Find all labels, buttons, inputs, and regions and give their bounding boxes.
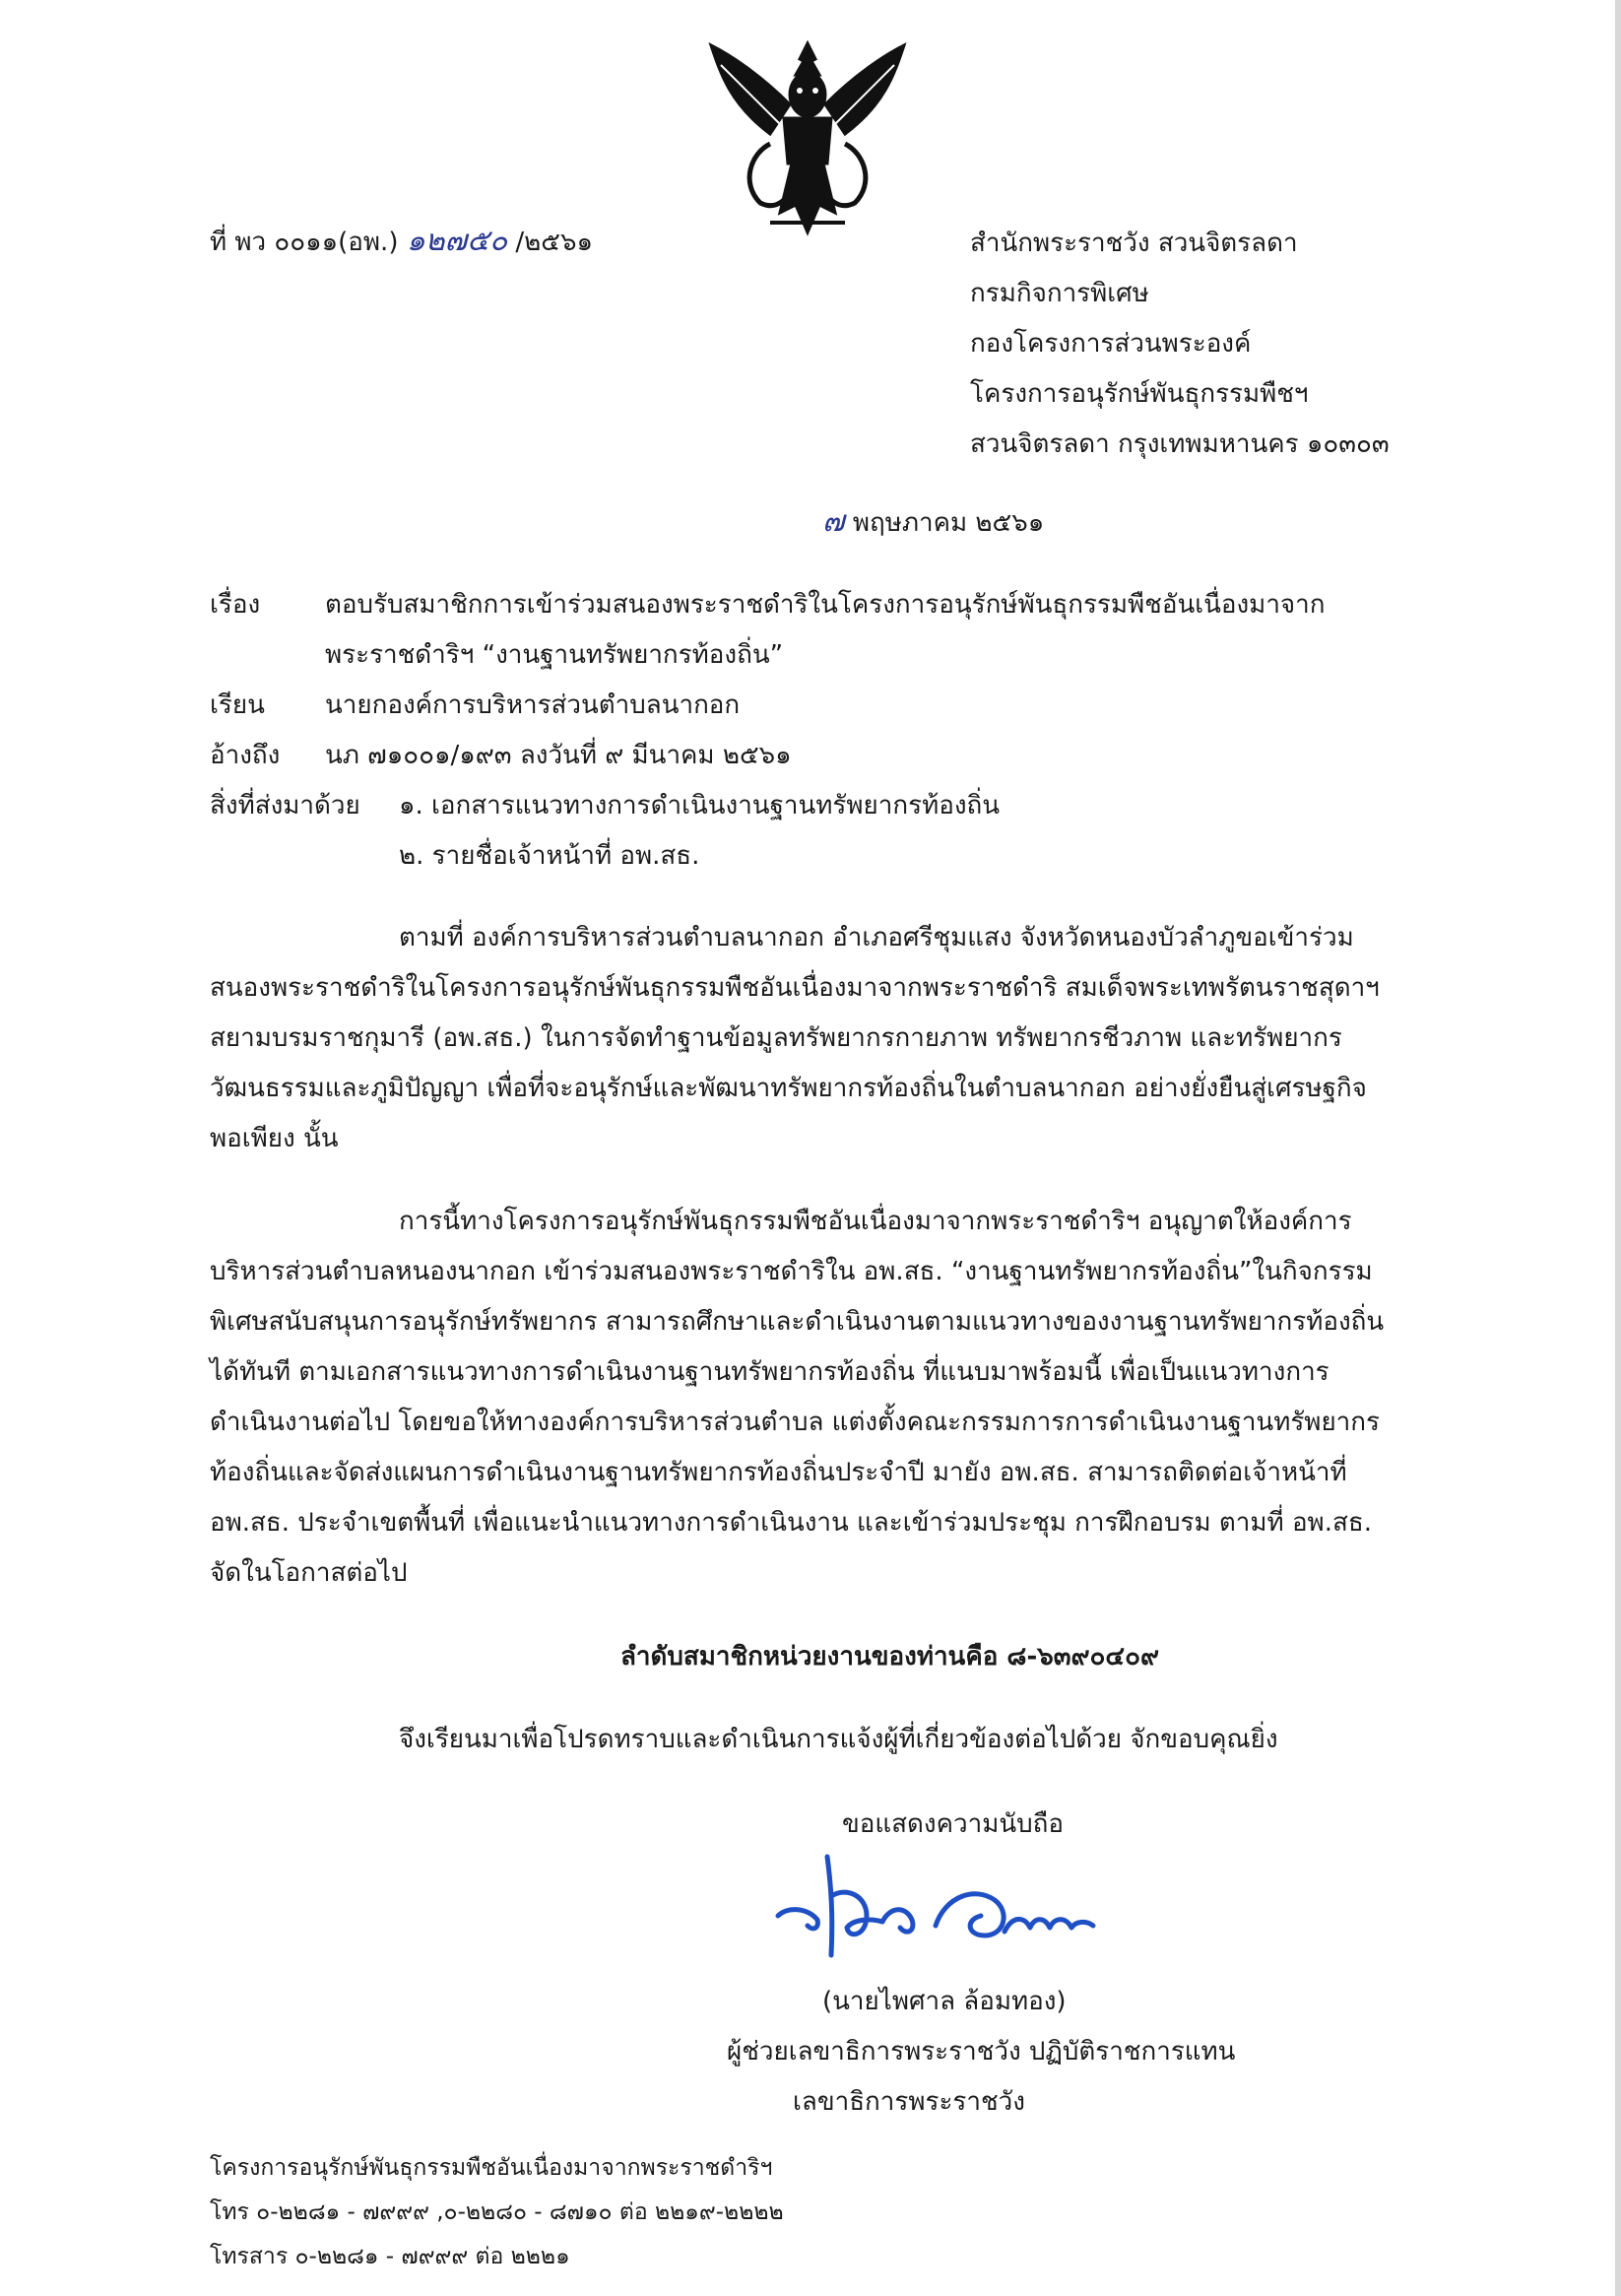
to-label: เรียน xyxy=(210,690,265,720)
para2-line-2: บริหารส่วนตำบลหนองนากอก เข้าร่วมสนองพระราชดำริใน อพ.สธ. “งานฐานทรัพยากรท้องถิ่น”ในกิจกรรม xyxy=(210,1257,1373,1286)
date-month-year: พฤษภาคม ๒๕๖๑ xyxy=(852,508,1045,538)
sender-line-5: สวนจิตรลดา กรุงเทพมหานคร ๑๐๓๐๓ xyxy=(970,429,1390,459)
para2-line-5: ดำเนินงานต่อไป โดยขอให้ทางองค์การบริหารส่วนตำบล แต่งตั้งคณะกรรมการการดำเนินงานฐานทรัพยากร xyxy=(210,1408,1380,1437)
sender-line-4: โครงการอนุรักษ์พันธุกรรมพืชฯ xyxy=(970,379,1309,409)
signer-title-1: ผู้ช่วยเลขาธิการพระราชวัง ปฏิบัติราชการแทน xyxy=(727,2037,1236,2066)
member-number-line: ลำดับสมาชิกหน่วยงานของท่านคือ ๘-๖๓๙๐๔๐๙ xyxy=(620,1642,1160,1672)
handwritten-signature xyxy=(758,1837,1133,1965)
date-day-handwritten: ๗ xyxy=(822,504,845,539)
sender-line-1: สำนักพระราชวัง สวนจิตรลดา xyxy=(970,229,1298,258)
para1-line-2: สนองพระราชดำริในโครงการอนุรักษ์พันธุกรรมพืชอันเนื่องมาจากพระราชดำริ สมเด็จพระเทพรัตนราชสุดาฯ xyxy=(210,973,1380,1003)
reference-label: อ้างถึง xyxy=(210,741,281,770)
subject-line-1: ตอบรับสมาชิกการเข้าร่วมสนองพระราชดำริในโครงการอนุรักษ์พันธุกรรมพืชอันเนื่องมาจาก xyxy=(325,590,1326,620)
page-edge-shadow xyxy=(1615,0,1621,2296)
garuda-emblem-icon xyxy=(701,35,914,244)
enclosure-item-2: ๒. รายชื่อเจ้าหน้าที่ อพ.สธ. xyxy=(399,841,700,871)
subject-label: เรื่อง xyxy=(210,590,261,620)
sender-line-2: กรมกิจการพิเศษ xyxy=(970,279,1149,308)
footer-organization: โครงการอนุรักษ์พันธุกรรมพืชอันเนื่องมาจากพระราชดำริฯ xyxy=(210,2155,773,2181)
para1-line-5: พอเพียง นั้น xyxy=(210,1124,339,1153)
footer-phone: โทร ๐-๒๒๘๑ - ๗๙๙๙ ,๐-๒๒๘๐ - ๘๗๑๐ ต่อ ๒๒๑๙-๒๒๒๒ xyxy=(210,2199,784,2225)
closing-line: จึงเรียนมาเพื่อโปรดทราบและดำเนินการแจ้งผู้ที่เกี่ยวข้องต่อไปด้วย จักขอบคุณยิ่ง xyxy=(399,1725,1278,1754)
para2-line-3: พิเศษสนับสนุนการอนุรักษ์ทรัพยากร สามารถศึกษาและดำเนินงานตามแนวทางของงานฐานทรัพยากรท้องถิ่น xyxy=(210,1307,1385,1337)
letter-date xyxy=(822,504,1044,541)
ref-year: /๒๕๖๑ xyxy=(515,228,593,257)
para1-line-4: วัฒนธรรมและภูมิปัญญา เพื่อที่จะอนุรักษ์และพัฒนาทรัพยากรท้องถิ่นในตำบลนากอก อย่างยั่งยืนสู่เศรษฐกิจ xyxy=(210,1074,1367,1103)
ref-prefix: ที่ พว ๐๐๑๑(อพ.) xyxy=(210,228,399,257)
subject-line-2: พระราชดำริฯ “งานฐานทรัพยากรท้องถิ่น” xyxy=(325,640,784,670)
para1-line-3: สยามบรมราชกุมารี (อพ.สธ.) ในการจัดทำฐานข้อมูลทรัพยากรกายภาพ ทรัพยากรชีวภาพ และทรัพยากร xyxy=(210,1023,1342,1053)
to-value: นายกองค์การบริหารส่วนตำบลนากอก xyxy=(325,690,741,720)
signer-title-2: เลขาธิการพระราชวัง xyxy=(793,2087,1025,2117)
enclosure-label: สิ่งที่ส่งมาด้วย xyxy=(210,791,360,820)
enclosure-item-1: ๑. เอกสารแนวทางการดำเนินงานฐานทรัพยากรท้องถิ่น xyxy=(399,791,1001,820)
ref-handwritten-number: ๑๒๗๕๐ xyxy=(406,224,508,258)
regards-text: ขอแสดงความนับถือ xyxy=(842,1809,1064,1839)
reference-number xyxy=(210,224,593,260)
para1-line-1: ตามที่ องค์การบริหารส่วนตำบลนากอก อำเภอศรีชุมแสง จังหวัดหนองบัวลำภูขอเข้าร่วม xyxy=(399,923,1354,952)
sender-line-3: กองโครงการส่วนพระองค์ xyxy=(970,329,1252,359)
para2-line-7: อพ.สธ. ประจำเขตพื้นที่ เพื่อแนะนำแนวทางการดำเนินงาน และเข้าร่วมประชุม การฝึกอบรม ตามที่ อพ.สธ. xyxy=(210,1508,1372,1538)
footer-fax: โทรสาร ๐-๒๒๘๑ - ๗๙๙๙ ต่อ ๒๒๒๑ xyxy=(210,2244,570,2269)
para2-line-6: ท้องถิ่นและจัดส่งแผนการดำเนินงานฐานทรัพยากรท้องถิ่นประจำปี มายัง อพ.สธ. สามารถติดต่อเจ้าหน้าที่ xyxy=(210,1458,1347,1487)
para2-line-4: ได้ทันที ตามเอกสารแนวทางการดำเนินงานฐานทรัพยากรท้องถิ่น ที่แนบมาพร้อมนี้ เพื่อเป็นแนวทางการ xyxy=(210,1357,1329,1387)
reference-value: นภ ๗๑๐๐๑/๑๙๓ ลงวันที่ ๙ มีนาคม ๒๕๖๑ xyxy=(325,741,792,770)
signer-name: (นายไพศาล ล้อมทอง) xyxy=(822,1987,1067,2016)
para2-line-8: จัดในโอกาสต่อไป xyxy=(210,1558,408,1588)
para2-line-1: การนี้ทางโครงการอนุรักษ์พันธุกรรมพืชอันเนื่องมาจากพระราชดำริฯ อนุญาตให้องค์การ xyxy=(399,1207,1352,1236)
